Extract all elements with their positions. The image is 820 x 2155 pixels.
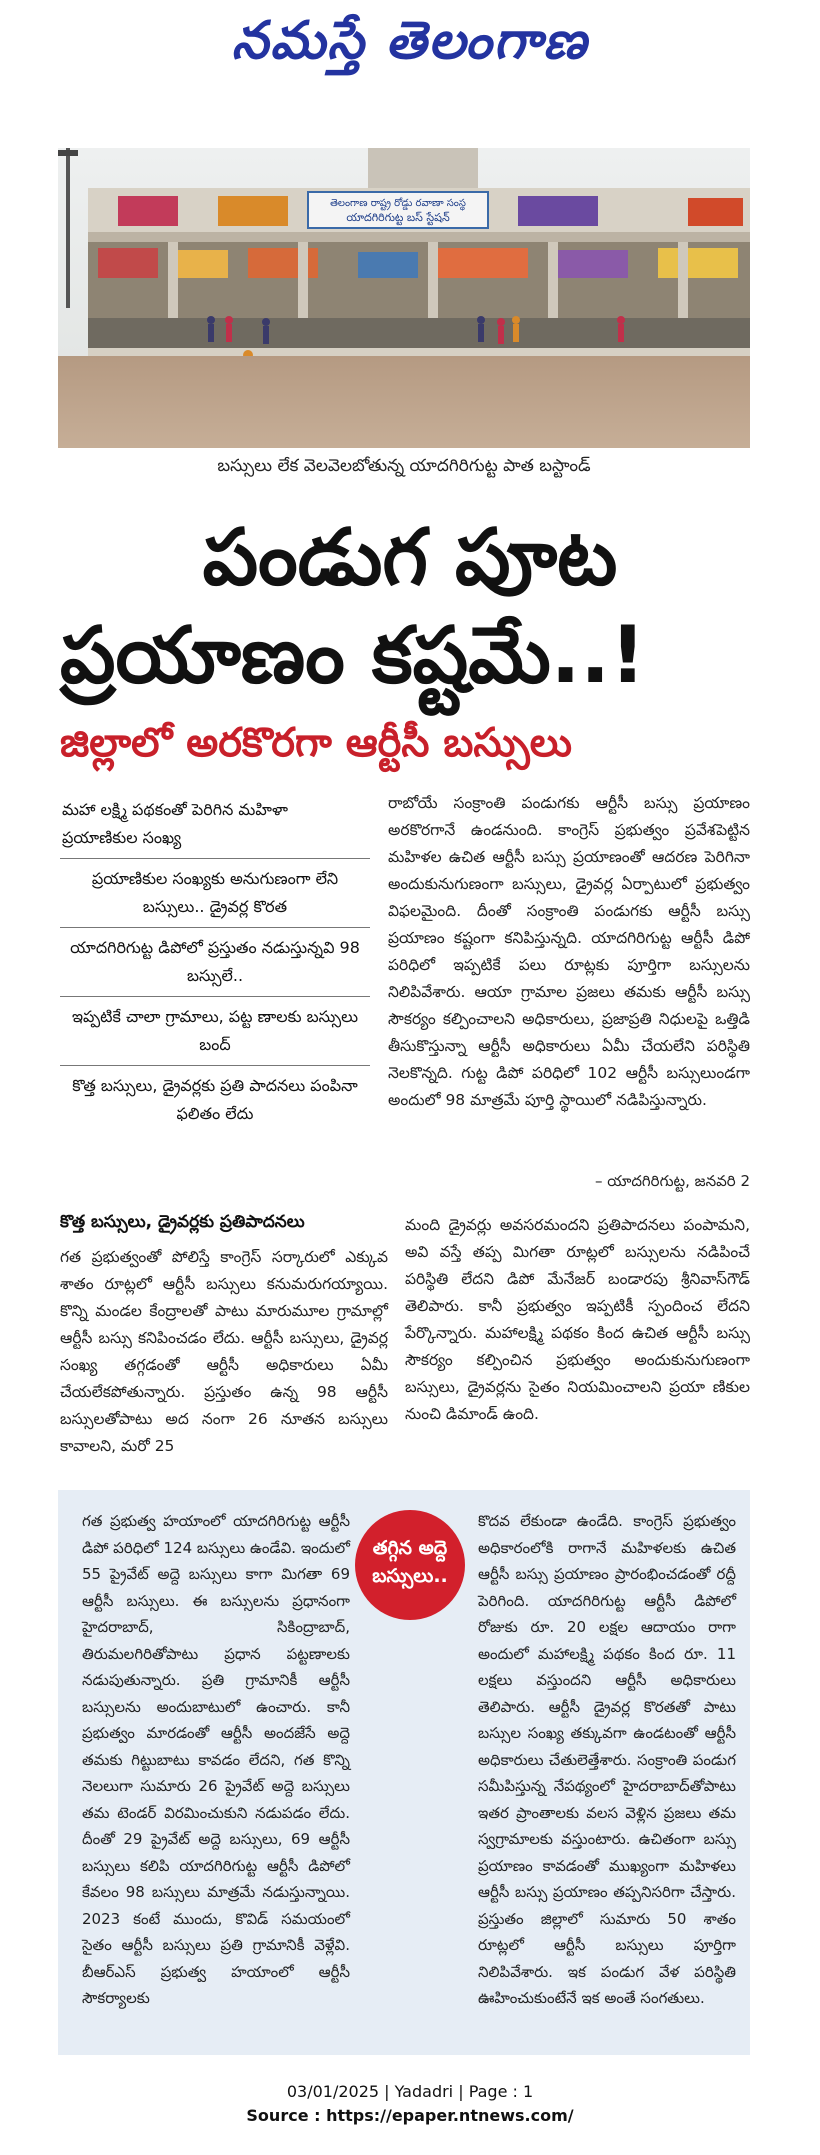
badge-line-1: తగ్గిన అద్దె [372,1537,448,1559]
section-left-paragraph: గత ప్రభుత్వంతో పోలిస్తే కాంగ్రెస్ సర్కారులో ఎక్కువ శాతం రూట్లలో ఆర్టీసీ బస్సులు కనుమరుగయ్యాయి. కొన్ని మండల కేంద్రాలతో పాటు మారుమూల గ్రామాల్లో ఆర్టీసీ బస్సు కనిపించడం లేదు. ఆర్టీసీ బస్సులు, డ్రైవర్ల సంఖ్య తగ్గడంతో ఆర్టీసీ అధికారులు ఏమీ చేయలేకపోతున్నారు. ప్రస్తుతం ఉన్న 98 ఆర్టీసీ బస్సులతోపాటు అద నంగా 26 నూతన బస్సులు కావాలని, మరో 25 [60,1248,388,1455]
highlight-item: ప్రయాణికుల సంఖ్యకు అనుగుణంగా లేని బస్సులు.. డ్రైవర్ల కొరత [60,859,370,928]
bus-station-sign-title: తెలంగాణ రాష్ట్ర రోడ్డు రవాణా సంస్థ [330,198,466,209]
sidebar-right-paragraph: కొదవ లేకుండా ఉండేది. కాంగ్రెస్ ప్రభుత్వం అధికారంలోకి రాగానే మహిళలకు ఉచిత ఆర్టీసీ బస్సు ప్రయాణం ప్రారంభించడంతో రద్దీ పెరిగింది. యాదగిరిగుట్ట ఆర్టీసీ డిపోలో రోజుకు రూ. 20 లక్షల ఆదాయం రాగా అందులో మహాలక్ష్మి పథకం కింద రూ. 11 లక్షలు వస్తుందని ఆర్టీసీ అధికారులు తెలిపారు. ఆర్టీసీ డ్రైవర్ల కొరతతో పాటు బస్సుల సంఖ్య తక్కువగా ఉండటంతో ఆర్టీసీ అధికారులు చేతులెత్తేశారు. సంక్రాంతి పండుగ సమీపిస్తున్న నేపథ్యంలో హైదరాబాద్‌తోపాటు ఇతర ప్రాంతాలకు వలస వెళ్లిన ప్రజలు తమ స్వగ్రామాలకు వస్తుంటారు. ఉచితంగా బస్సు ప్రయాణం కావడంతో ముఖ్యంగా మహిళలు ఆర్టీసీ బస్సు ప్రయాణం తప్పనిసరిగా చేస్తారు. ప్రస్తుతం జిల్లాలో సుమారు 50 శాతం రూట్లలో ఆర్టీసీ బస్సులు పూర్తిగా నిలిపివేశారు. ఇక పండుగ వేళ పరిస్థితి ఊహించుకుంటేనే ఇక అంతే సంగతులు. [478,1512,736,2007]
footer-date-page: 03/01/2025 | Yadadri | Page : 1 [286,2082,534,2101]
sidebar-left-paragraph: గత ప్రభుత్వ హయాంలో యాదగిరిగుట్ట ఆర్టీసీ డిపో పరిధిలో 124 బస్సులు ఉండేవి. ఇందులో 55 ప్రైవేట్ అద్దె బస్సులు కాగా మిగతా 69 ఆర్టీసీ బస్సులు. ఈ బస్సులను ప్రధానంగా హైదరాబాద్, సికింద్రాబాద్, తిరుమలగిరితోపాటు ప్రధాన పట్టణాలకు నడుపుతున్నారు. ప్రతి గ్రామానికీ ఆర్టీసీ బస్సులను అందుబాటులో ఉంచారు. కానీ ప్రభుత్వం మారడంతో ఆర్టీసీ అందజేసే అద్దె తమకు గిట్టుబాటు కావడం లేదని, గత కొన్ని నెలలుగా సుమారు 26 ప్రైవేట్ అద్దె బస్సులు తమ టెండర్ విరమించుకుని నడుపడం లేదు. దీంతో 29 ప్రైవేట్ అద్దె బస్సులు, 69 ఆర్టీసీ బస్సులు కలిపి యాదగిరిగుట్ట ఆర్టీసీ డిపోలో కేవలం 98 బస్సులు మాత్రమే నడుస్తున్నాయి. 2023 కంటే ముందు, కొవిడ్ సమయంలో సైతం ఆర్టీసీ బస్సులు ప్రతి గ్రామానికీ వెళ్లేవి. బీఆర్ఎస్ ప్రభుత్వ హయాంలో ఆర్టీసీ సౌకర్యాలకు [82,1512,350,2007]
highlight-item: ఇప్పటికే చాలా గ్రామాలు, పట్ట ణాలకు బస్సులు బంద్ [60,997,370,1066]
subheadline: జిల్లాలో అరకొరగా ఆర్టీసీ బస్సులు [60,720,572,766]
section-right-paragraph: మంది డ్రైవర్లు అవసరమందని ప్రతిపాదనలు పంపామని, అవి వస్తే తప్ప మిగతా రూట్లలో బస్సులను నడిపించే పరిస్థితి లేదని డిపో మేనేజర్ బండారపు శ్రీనివాస్‌గౌడ్ తెలిపారు. కానీ ప్రభుత్వం ఇప్పటికీ స్పందించ లేదని పేర్కొన్నారు. మహాలక్ష్మి పథకం కింద ఉచిత ఆర్టీసీ బస్సు సౌకర్యం కల్పించిన ప్రభుత్వం అందుకునుగుణంగా బస్సులు, డ్రైవర్లను సైతం నియమించాలని ప్రయా ణికుల నుంచి డిమాండ్ ఉంది. [405,1216,750,1423]
section-subhead: కొత్త బస్సులు, డ్రైవర్లకు ప్రతిపాదనలు [60,1212,305,1232]
highlight-item: యాదగిరిగుట్ట డిపోలో ప్రస్తుతం నడుస్తున్నవి 98 బస్సులే.. [60,928,370,997]
intro-paragraph: రాబోయే సంక్రాంతి పండుగకు ఆర్టీసీ బస్సు ప్రయాణం అరకొరగానే ఉండనుంది. కాంగ్రెస్ ప్రభుత్వం ప్రవేశపెట్టిన మహిళల ఉచిత ఆర్టీసీ బస్సు ప్రయాణంతో ఆదరణ పెరిగినా అందుకునుగుణంగా బస్సులు, డ్రైవర్ల ఏర్పాటులో ప్రభుత్వం విఫలమైంది. దీంతో సంక్రాంతి పండుగకు ఆర్టీసీ బస్సు ప్రయాణం కష్టంగా కనిపిస్తున్నది. యాదగిరిగుట్ట ఆర్టీసీ డిపో పరిధిలో ఇప్పటికే పలు రూట్లకు పూర్తిగా బస్సులను నిలిపివేశారు. ఆయా గ్రామాల ప్రజలు తమకు ఆర్టీసీ బస్సు సౌకర్యం కల్పించాలని అధికారులు, ప్రజాప్రతి నిధులపై ఒత్తిడి తీసుకొస్తున్నా ఆర్టీసీ అధికారులు ఏమీ చేయలేని పరిస్థితి నెలకొన్నది. గుట్ట డిపో పరిధిలో 102 ఆర్టీసీ బస్సులుండగా అందులో 98 మాత్రమే పూర్తి స్థాయిలో నడిపిస్తున్నారు. [388,794,750,1109]
footer-source: Source : https://epaper.ntnews.com/ [246,2106,574,2125]
headline-line-2: ప్రయాణం కష్టమే..! [60,611,646,701]
masthead-logo: నమస్తే తెలంగాణ [231,10,589,71]
highlight-item: కొత్త బస్సులు, డ్రైవర్లకు ప్రతి పాదనలు పంపినా ఫలితం లేదు [72,1076,358,1123]
highlights-list [60,790,370,1134]
photo-caption: బస్సులు లేక వెలవెలబోతున్న యాదగిరిగుట్ట పాత బస్టాండ్ [217,456,591,476]
headline-line-1: పండుగ పూట [202,513,618,603]
sidebar-badge [355,1510,465,1620]
bus-station-sign-subtitle: యాదగిరిగుట్ట బస్ స్టేషన్ [346,211,450,224]
bus-stand-photo [58,148,750,448]
bus-stand-illustration [58,148,750,448]
highlight-item: మహా లక్ష్మి పథకంతో పెరిగిన మహిళా ప్రయాణికుల సంఖ్య [60,790,370,859]
badge-line-2: బస్సులు.. [372,1565,448,1587]
dateline: – యాదగిరిగుట్ట, జనవరి 2 [594,1172,750,1190]
